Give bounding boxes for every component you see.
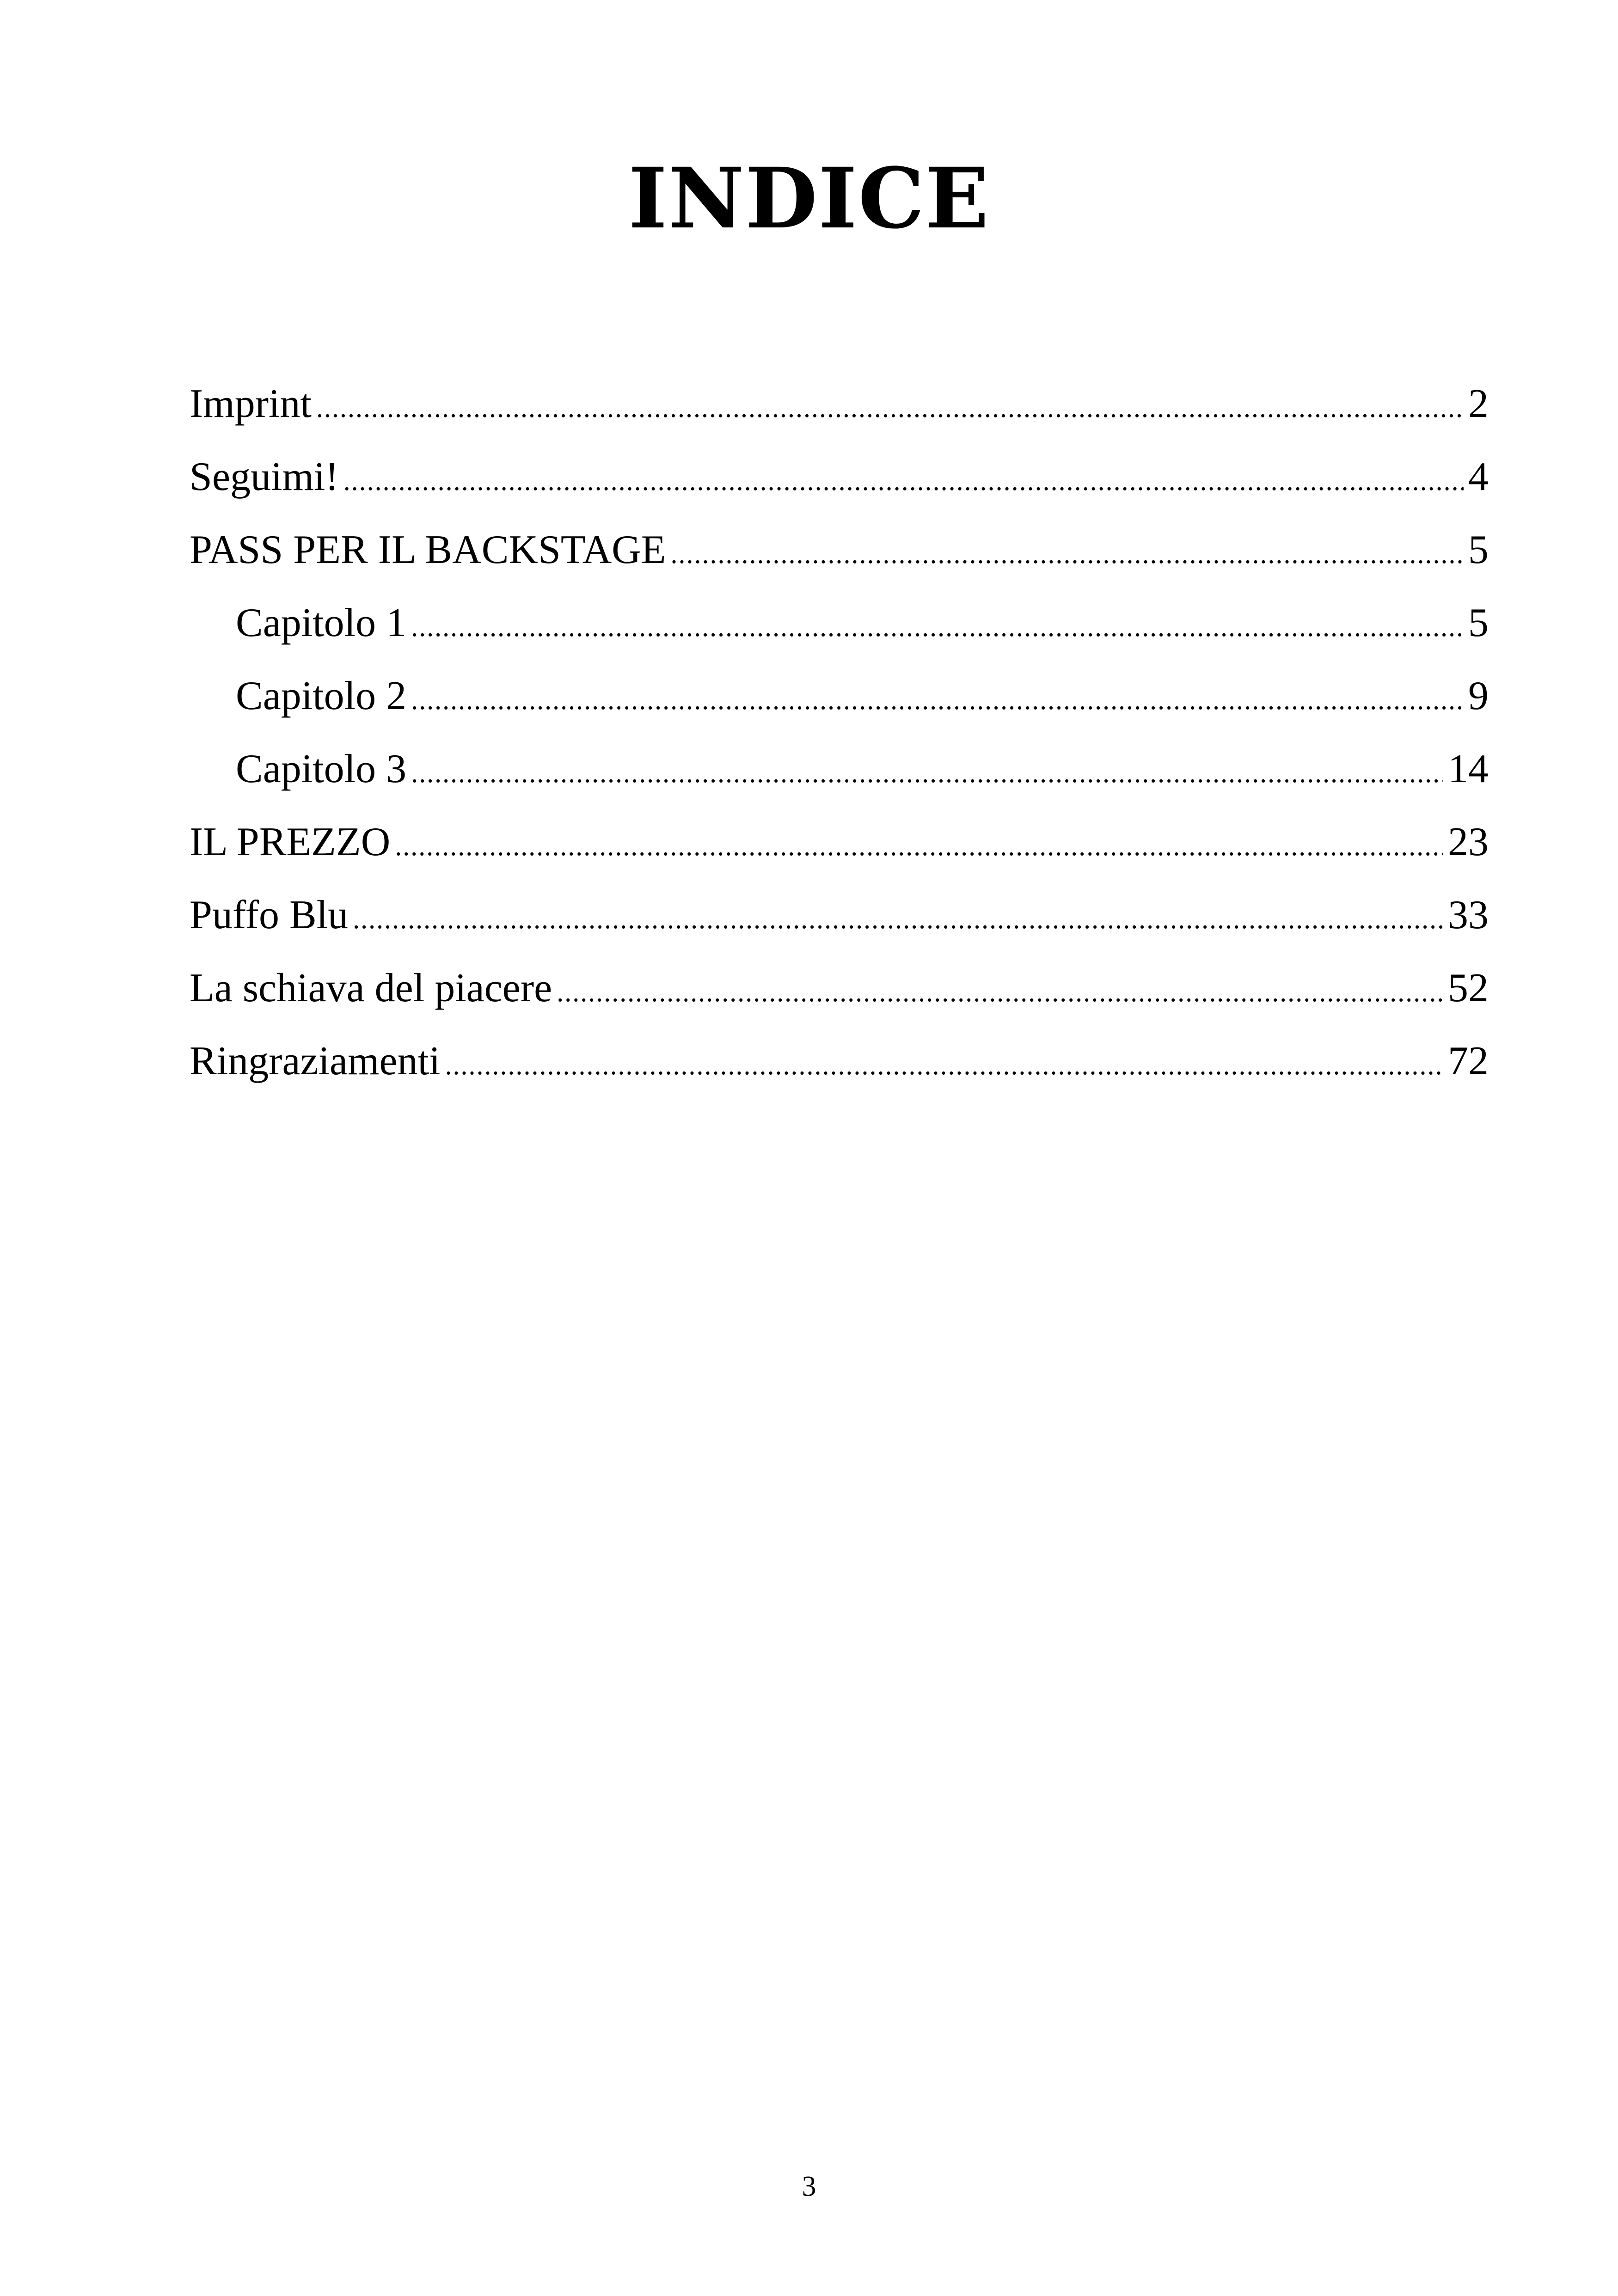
- toc-entry-la-schiava-del-piacere[interactable]: [190, 952, 1489, 1025]
- toc-entry-page: 33: [1448, 893, 1489, 937]
- toc-entry-imprint[interactable]: [190, 367, 1489, 441]
- toc-entry-page: 52: [1448, 966, 1489, 1010]
- toc-entry-ringraziamenti[interactable]: [190, 1025, 1489, 1098]
- toc-entry-label: Ringraziamenti: [190, 1039, 441, 1084]
- toc-entry-label: PASS PER IL BACKSTAGE: [190, 527, 666, 572]
- toc-dot-leader: [445, 1029, 1443, 1102]
- toc-dot-leader: [343, 444, 1464, 517]
- page-title: INDICE: [628, 150, 990, 247]
- toc-entry-capitolo-2[interactable]: [190, 660, 1489, 733]
- toc-dot-leader: [670, 517, 1464, 590]
- toc-entry-page: 23: [1448, 820, 1489, 864]
- table-of-contents: [190, 367, 1489, 1098]
- toc-entry-label: IL PREZZO: [190, 820, 391, 864]
- toc-entry-capitolo-3[interactable]: [190, 733, 1489, 806]
- toc-dot-leader: [411, 736, 1443, 809]
- toc-entry-page: 14: [1448, 747, 1489, 791]
- toc-entry-label: Capitolo 3: [236, 747, 407, 791]
- toc-entry-label: La schiava del piacere: [190, 966, 552, 1010]
- toc-entry-label: Capitolo 1: [236, 600, 407, 645]
- page-number: 3: [802, 2171, 816, 2202]
- toc-entry-page: 5: [1468, 527, 1489, 572]
- toc-entry-il-prezzo[interactable]: [190, 806, 1489, 879]
- toc-dot-leader: [316, 371, 1464, 444]
- toc-dot-leader: [411, 663, 1464, 736]
- toc-entry-label: Imprint: [190, 381, 312, 426]
- toc-entry-label: Capitolo 2: [236, 673, 407, 718]
- toc-entry-page: 5: [1468, 600, 1489, 645]
- toc-dot-leader: [395, 809, 1443, 882]
- toc-entry-seguimi[interactable]: [190, 441, 1489, 514]
- toc-dot-leader: [411, 590, 1464, 663]
- toc-entry-page: 4: [1468, 454, 1489, 499]
- toc-dot-leader: [353, 882, 1443, 955]
- toc-entry-capitolo-1[interactable]: [190, 587, 1489, 660]
- toc-entry-page: 2: [1468, 381, 1489, 426]
- toc-entry-puffo-blu[interactable]: [190, 879, 1489, 952]
- toc-entry-label: Puffo Blu: [190, 893, 349, 937]
- toc-entry-page: 9: [1468, 673, 1489, 718]
- toc-entry-pass-per-il-backstage[interactable]: [190, 514, 1489, 587]
- toc-entry-label: Seguimi!: [190, 454, 339, 499]
- toc-dot-leader: [557, 955, 1443, 1029]
- toc-entry-page: 72: [1448, 1039, 1489, 1084]
